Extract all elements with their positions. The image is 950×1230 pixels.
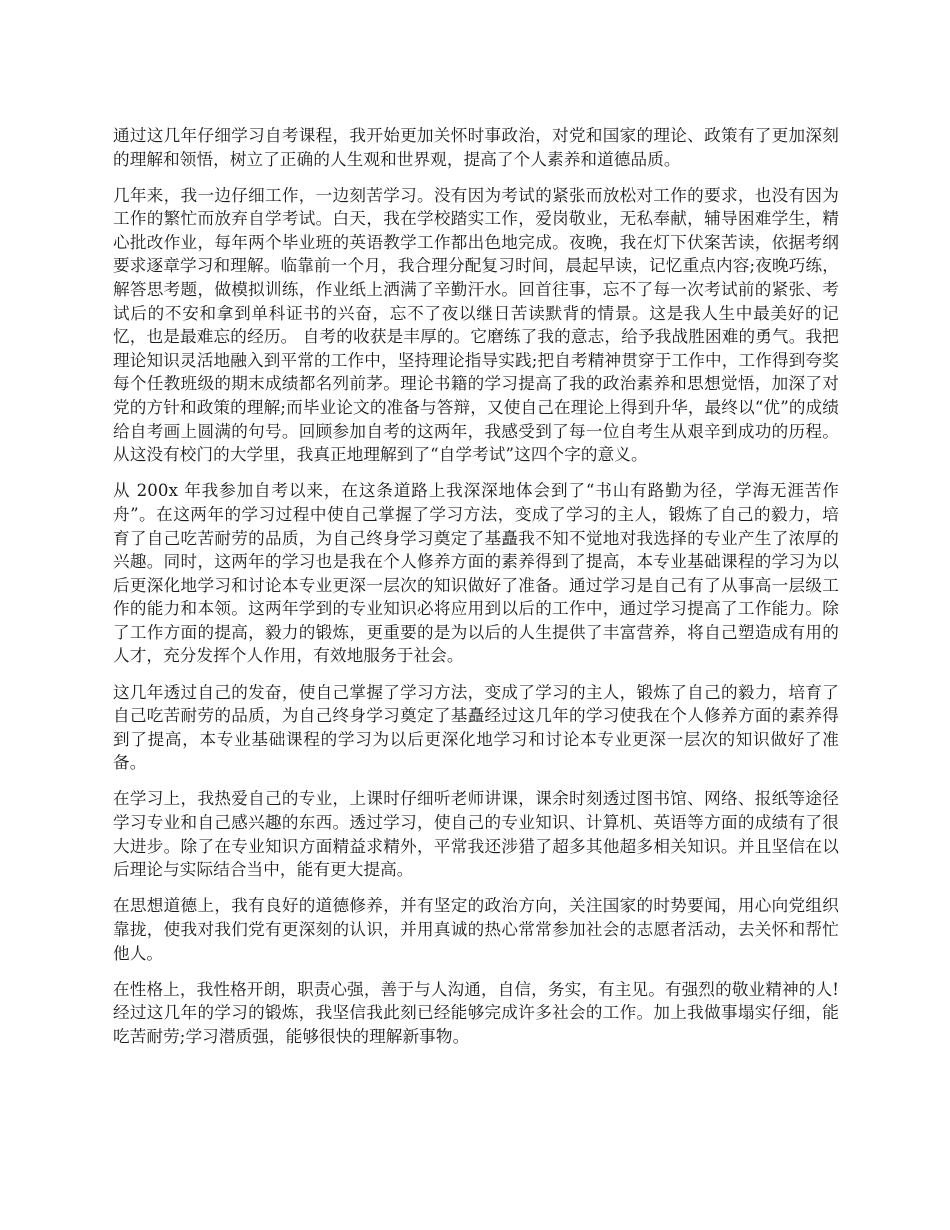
paragraph-4: 这几年透过自己的发奋，使自己掌握了学习方法，变成了学习的主人，锻炼了自己的毅力，培育了自己吃苦耐劳的品质，为自己终身学习奠定了基矗经过这几年的学习使我在个人修养方面的素养得到了提高，本专业基础课程的学习为以后更深化地学习和讨论本专业更深一层次的知识做好了准备。: [113, 682, 839, 773]
paragraph-6: 在思想道德上，我有良好的道德修养，并有坚定的政治方向，关注国家的时势要闻，用心向党组织靠拢，使我对我们党有更深刻的认识，并用真诚的热心常常参加社会的志愿者活动，去关怀和帮忙他人。: [113, 896, 839, 963]
document-body: [113, 124, 839, 1061]
paragraph-1: 通过这几年仔细学习自考课程，我开始更加关怀时事政治，对党和国家的理论、政策有了更加深刻的理解和领悟，树立了正确的人生观和世界观，提高了个人素养和道德品质。: [113, 126, 839, 169]
paragraph-2: 几年来，我一边仔细工作，一边刻苦学习。没有因为考试的紧张而放松对工作的要求，也没有因为工作的繁忙而放弃自学考试。白天，我在学校踏实工作，爱岗敬业，无私奉献，辅导困难学生，精心批改作业，每年两个毕业班的英语教学工作都出色地完成。夜晚，我在灯下伏案苦读，依据考纲要求逐章学习和理解。临靠前一个月，我合理分配复习时间，晨起早读，记忆重点内容;夜晚巧练，解答思考题，做模拟训练，作业纸上洒满了辛勤汗水。回首往事，忘不了每一次考试前的紧张、考试后的不安和拿到单科证书的兴奋，忘不了夜以继日苦读默背的情景。这是我人生中最美好的记忆，也是最难忘的经历。 自考的收获是丰厚的。它磨练了我的意志，给予我战胜困难的勇气。我把理论知识灵活地融入到平常的工作中，坚持理论指导实践;把自考精神贯穿于工作中，工作得到夸奖 每个任教班级的期末成绩都名列前茅。理论书籍的学习提高了我的政治素养和思想觉悟，加深了对党的方针和政策的理解;而毕业论文的准备与答辩，又使自己在理论上得到升华，最终以“优”的成绩给自考画上圆满的句号。回顾参加自考的这两年，我感受到了每一位自考生从艰辛到成功的历程。从这没有校门的大学里，我真正地理解到了“自学考试”这四个字的意义。: [113, 185, 839, 465]
paragraph-5: 在学习上，我热爱自己的专业，上课时仔细听老师讲课，课余时刻透过图书馆、网络、报纸等途径学习专业和自己感兴趣的东西。透过学习，使自己的专业知识、计算机、英语等方面的成绩有了很大进步。除了在专业知识方面精益求精外，平常我还涉猎了超多其他超多相关知识。并且坚信在以后理论与实际结合当中，能有更大提高。: [113, 789, 839, 880]
paragraph-3: 从 200x 年我参加自考以来，在这条道路上我深深地体会到了“书山有路勤为径，学海无涯苦作舟”。在这两年的学习过程中使自己掌握了学习方法，变成了学习的主人，锻炼了自己的毅力，培育了自己吃苦耐劳的品质，为自己终身学习奠定了基矗我不知不觉地对我选择的专业产生了浓厚的兴趣。同时，这两年的学习也是我在个人修养方面的素养得到了提高，本专业基础课程的学习为以后更深化地学习和讨论本专业更深一层次的知识做好了准备。通过学习是自己有了从事高一层级工作的能力和本领。这两年学到的专业知识必将应用到以后的工作中，通过学习提高了工作能力。除了工作方面的提高，毅力的锻炼，更重要的是为以后的人生提供了丰富营养，将自己塑造成有用的人才，充分发挥个人作用，有效地服务于社会。: [113, 481, 839, 666]
paragraph-7: 在性格上，我性格开朗，职责心强，善于与人沟通，自信，务实，有主见。有强烈的敬业精神的人!经过这几年的学习的锻炼，我坚信我此刻已经能够完成许多社会的工作。加上我做事塌实仔细，能吃苦耐劳;学习潜质强，能够很快的理解新事物。: [113, 979, 839, 1046]
